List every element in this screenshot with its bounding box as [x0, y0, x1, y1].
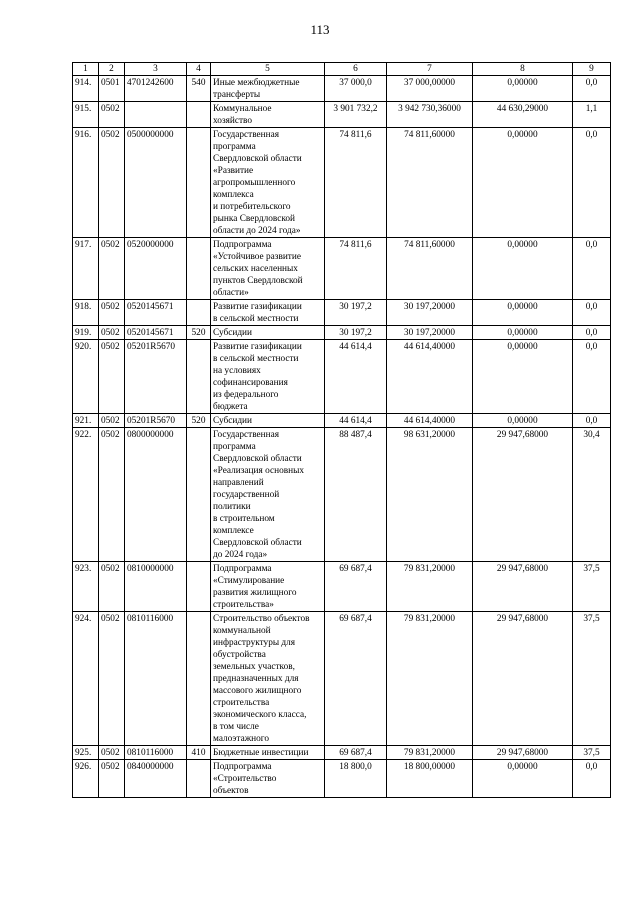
- row-number-cell: 916.: [73, 128, 99, 238]
- target-code-cell: 0520145671: [125, 326, 187, 340]
- amount-col-8-cell: 0,00000: [473, 300, 573, 326]
- expense-type-code-cell: [187, 612, 211, 746]
- target-code-cell: 05201R5670: [125, 340, 187, 414]
- header-row: [73, 63, 611, 76]
- amount-col-8-cell: 29 947,68000: [473, 746, 573, 760]
- planned-amount-cell: 44 614,4: [325, 340, 387, 414]
- column-header: 3: [125, 63, 187, 76]
- section-code-cell: 0502: [99, 300, 125, 326]
- actual-amount-cell: 3 942 730,36000: [387, 102, 473, 128]
- expense-type-code-cell: [187, 340, 211, 414]
- row-number-cell: 914.: [73, 76, 99, 102]
- page-number: 113: [310, 22, 330, 37]
- table-row: [73, 428, 611, 562]
- table-row: [73, 746, 611, 760]
- amount-col-8-cell: 29 947,68000: [473, 428, 573, 562]
- planned-amount-cell: 69 687,4: [325, 562, 387, 612]
- section-code-cell: 0502: [99, 612, 125, 746]
- table-row: [73, 414, 611, 428]
- amount-col-8-cell: 29 947,68000: [473, 612, 573, 746]
- actual-amount-cell: 74 811,60000: [387, 128, 473, 238]
- column-header: 9: [573, 63, 611, 76]
- section-code-cell: 0502: [99, 414, 125, 428]
- section-code-cell: 0502: [99, 326, 125, 340]
- expense-type-code-cell: [187, 238, 211, 300]
- row-number-cell: 920.: [73, 340, 99, 414]
- amount-col-8-cell: 0,00000: [473, 128, 573, 238]
- item-name-cell: Подпрограмма «Стимулирование развития жилищного строительства»: [211, 562, 325, 612]
- planned-amount-cell: 74 811,6: [325, 238, 387, 300]
- table-row: [73, 562, 611, 612]
- planned-amount-cell: 18 800,0: [325, 760, 387, 798]
- planned-amount-cell: 44 614,4: [325, 414, 387, 428]
- target-code-cell: 0810116000: [125, 746, 187, 760]
- percent-cell: 0,0: [573, 340, 611, 414]
- amount-col-8-cell: 0,00000: [473, 238, 573, 300]
- expense-type-code-cell: [187, 128, 211, 238]
- row-number-cell: 919.: [73, 326, 99, 340]
- table-row: [73, 128, 611, 238]
- planned-amount-cell: 69 687,4: [325, 612, 387, 746]
- amount-col-8-cell: 0,00000: [473, 340, 573, 414]
- target-code-cell: 0520000000: [125, 238, 187, 300]
- expense-type-code-cell: 520: [187, 414, 211, 428]
- planned-amount-cell: 69 687,4: [325, 746, 387, 760]
- percent-cell: 0,0: [573, 76, 611, 102]
- column-header: 6: [325, 63, 387, 76]
- row-number-cell: 921.: [73, 414, 99, 428]
- column-header: 4: [187, 63, 211, 76]
- percent-cell: 0,0: [573, 128, 611, 238]
- section-code-cell: 0502: [99, 428, 125, 562]
- row-number-cell: 915.: [73, 102, 99, 128]
- expense-type-code-cell: [187, 428, 211, 562]
- column-header: 5: [211, 63, 325, 76]
- section-code-cell: 0501: [99, 76, 125, 102]
- table-body: [73, 76, 611, 798]
- column-header: 8: [473, 63, 573, 76]
- percent-cell: 0,0: [573, 300, 611, 326]
- actual-amount-cell: 79 831,20000: [387, 746, 473, 760]
- percent-cell: 1,1: [573, 102, 611, 128]
- row-number-cell: 917.: [73, 238, 99, 300]
- amount-col-8-cell: 44 630,29000: [473, 102, 573, 128]
- item-name-cell: Строительство объектов коммунальной инфраструктуры для обустройства земельных участков, предназначенных для массового жилищного строительства экономического класса, в том числе малоэтажного: [211, 612, 325, 746]
- row-number-cell: 926.: [73, 760, 99, 798]
- actual-amount-cell: 37 000,00000: [387, 76, 473, 102]
- planned-amount-cell: 37 000,0: [325, 76, 387, 102]
- item-name-cell: Государственная программа Свердловской области «Реализация основных направлений государственной политики в строительном комплексе Свердловской области до 2024 года»: [211, 428, 325, 562]
- table-row: [73, 326, 611, 340]
- section-code-cell: 0502: [99, 760, 125, 798]
- row-number-cell: 923.: [73, 562, 99, 612]
- percent-cell: 0,0: [573, 326, 611, 340]
- expense-type-code-cell: [187, 300, 211, 326]
- item-name-cell: Подпрограмма «Устойчивое развитие сельских населенных пунктов Свердловской области»: [211, 238, 325, 300]
- actual-amount-cell: 44 614,40000: [387, 414, 473, 428]
- item-name-cell: Подпрограмма «Строительство объектов: [211, 760, 325, 798]
- table-row: [73, 612, 611, 746]
- item-name-cell: Иные межбюджетные трансферты: [211, 76, 325, 102]
- percent-cell: 0,0: [573, 238, 611, 300]
- planned-amount-cell: 74 811,6: [325, 128, 387, 238]
- table-row: [73, 76, 611, 102]
- expense-type-code-cell: 520: [187, 326, 211, 340]
- planned-amount-cell: 30 197,2: [325, 300, 387, 326]
- section-code-cell: 0502: [99, 340, 125, 414]
- row-number-cell: 925.: [73, 746, 99, 760]
- target-code-cell: 4701242600: [125, 76, 187, 102]
- target-code-cell: 0800000000: [125, 428, 187, 562]
- amount-col-8-cell: 0,00000: [473, 760, 573, 798]
- column-header: 7: [387, 63, 473, 76]
- percent-cell: 0,0: [573, 760, 611, 798]
- target-code-cell: [125, 102, 187, 128]
- expense-type-code-cell: [187, 562, 211, 612]
- table-row: [73, 102, 611, 128]
- actual-amount-cell: 98 631,20000: [387, 428, 473, 562]
- percent-cell: 37,5: [573, 746, 611, 760]
- section-code-cell: 0502: [99, 562, 125, 612]
- target-code-cell: 0810116000: [125, 612, 187, 746]
- item-name-cell: Бюджетные инвестиции: [211, 746, 325, 760]
- item-name-cell: Государственная программа Свердловской области «Развитие агропромышленного комплекса и потребительского рынка Свердловской области до 2024 года»: [211, 128, 325, 238]
- percent-cell: 0,0: [573, 414, 611, 428]
- item-name-cell: Развитие газификации в сельской местности на условиях софинансирования из федерального бюджета: [211, 340, 325, 414]
- expense-type-code-cell: [187, 102, 211, 128]
- expense-type-code-cell: 540: [187, 76, 211, 102]
- planned-amount-cell: 88 487,4: [325, 428, 387, 562]
- percent-cell: 30,4: [573, 428, 611, 562]
- section-code-cell: 0502: [99, 128, 125, 238]
- percent-cell: 37,5: [573, 612, 611, 746]
- actual-amount-cell: 79 831,20000: [387, 562, 473, 612]
- amount-col-8-cell: 0,00000: [473, 326, 573, 340]
- table-row: [73, 760, 611, 798]
- column-header: 2: [99, 63, 125, 76]
- planned-amount-cell: 30 197,2: [325, 326, 387, 340]
- table-row: [73, 340, 611, 414]
- item-name-cell: Развитие газификации в сельской местности: [211, 300, 325, 326]
- expense-type-code-cell: [187, 760, 211, 798]
- section-code-cell: 0502: [99, 238, 125, 300]
- table-row: [73, 238, 611, 300]
- section-code-cell: 0502: [99, 102, 125, 128]
- target-code-cell: 0840000000: [125, 760, 187, 798]
- item-name-cell: Субсидии: [211, 414, 325, 428]
- planned-amount-cell: 3 901 732,2: [325, 102, 387, 128]
- amount-col-8-cell: 0,00000: [473, 76, 573, 102]
- budget-table: [72, 62, 611, 798]
- actual-amount-cell: 30 197,20000: [387, 326, 473, 340]
- amount-col-8-cell: 0,00000: [473, 414, 573, 428]
- row-number-cell: 924.: [73, 612, 99, 746]
- actual-amount-cell: 30 197,20000: [387, 300, 473, 326]
- table-row: [73, 300, 611, 326]
- amount-col-8-cell: 29 947,68000: [473, 562, 573, 612]
- target-code-cell: 05201R5670: [125, 414, 187, 428]
- actual-amount-cell: 44 614,40000: [387, 340, 473, 414]
- target-code-cell: 0810000000: [125, 562, 187, 612]
- target-code-cell: 0520145671: [125, 300, 187, 326]
- actual-amount-cell: 74 811,60000: [387, 238, 473, 300]
- percent-cell: 37,5: [573, 562, 611, 612]
- actual-amount-cell: 79 831,20000: [387, 612, 473, 746]
- expense-type-code-cell: 410: [187, 746, 211, 760]
- target-code-cell: 0500000000: [125, 128, 187, 238]
- item-name-cell: Субсидии: [211, 326, 325, 340]
- actual-amount-cell: 18 800,00000: [387, 760, 473, 798]
- row-number-cell: 922.: [73, 428, 99, 562]
- row-number-cell: 918.: [73, 300, 99, 326]
- item-name-cell: Коммунальное хозяйство: [211, 102, 325, 128]
- column-header: 1: [73, 63, 99, 76]
- section-code-cell: 0502: [99, 746, 125, 760]
